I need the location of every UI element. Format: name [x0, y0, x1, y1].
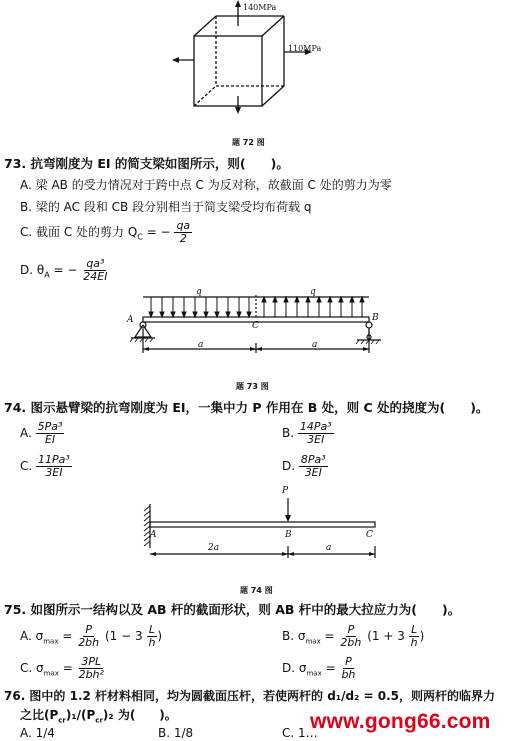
- q74-option-c: C. $\frac{\text{11Pa³}}{3EI}$: [20, 453, 70, 479]
- q75-b-fraction: $\frac{P}{2bh}$: [340, 623, 362, 649]
- q75-option-d: D. $\sigma_{max}$ = $\frac{P}{bh}$: [282, 655, 356, 681]
- q75-option-a: A. $\sigma_{max}$ = $\frac{P}{2bh}$ (1 − 3 $\frac{L}{h}$ ): [20, 623, 163, 649]
- fig72-cube: [170, 0, 330, 115]
- q75-a-fraction: $\frac{P}{2bh}$: [78, 623, 100, 649]
- q74-c-fraction: $\frac{\text{11Pa³}}{3EI}$: [38, 453, 70, 479]
- q73-d-fraction: $\frac{\text{qa³}}{24EI}$: [83, 257, 108, 283]
- site-watermark: www.gong66.com: [310, 710, 491, 733]
- q74-stem: 74. 图示悬臂梁的抗弯刚度为 EI，一集中力 P 作用在 B 处，则 C 处的挠度为( )。: [4, 400, 489, 415]
- fig73-label-b: B: [372, 313, 379, 323]
- fig74-label-a: A: [150, 530, 157, 540]
- q75-option-b: B. $\sigma_{max}$ = $\frac{P}{2bh}$ (1 + 3 $\frac{L}{h}$ ): [282, 623, 425, 649]
- fig73-dim-a-left: a: [198, 340, 204, 350]
- fig74-label-b: B: [285, 530, 292, 540]
- fig73-label-c: C: [252, 321, 259, 331]
- q73-stem: 73. 抗弯刚度为 EI 的简支梁如图所示，则( )。: [4, 156, 289, 171]
- fig72-label-top: 140MPa: [243, 3, 277, 12]
- q74-option-a: A. $\frac{\text{5Pa³}}{EI}$: [20, 420, 63, 446]
- q73-option-a: A. 梁 AB 的受力情况对于跨中点 C 为反对称，故截面 C 处的剪力为零: [20, 178, 392, 192]
- fig72-label-right: 110MPa: [288, 44, 322, 53]
- fig74-label-p: P: [282, 486, 289, 496]
- q75-a-inner-fraction: $\frac{L}{h}$: [148, 623, 156, 649]
- fig73-dim-a-right: a: [312, 340, 318, 350]
- q74-d-fraction: $\frac{\text{8Pa³}}{3EI}$: [300, 453, 326, 479]
- fig74-label-c: C: [366, 530, 373, 540]
- q76-option-b: B. 1/8: [158, 726, 194, 740]
- fig73-q-right: q: [310, 287, 316, 297]
- fig74-dim-2a: 2a: [208, 543, 220, 553]
- q75-d-fraction: $\frac{P}{bh}$: [341, 655, 356, 681]
- fig74-caption: 题 74 图: [240, 586, 273, 595]
- q76-line1: 76. 图中的 1.2 杆材料相同，均为圆截面压杆，若使两杆的 d₁/d₂ = 0.5，则两杆的临界力: [4, 689, 495, 703]
- q74-a-fraction: $\frac{\text{5Pa³}}{EI}$: [37, 420, 63, 446]
- q76-option-c: C. 1…: [282, 726, 318, 740]
- q73-c-fraction: $\frac{qa}{2}$: [176, 219, 191, 245]
- q75-b-inner-fraction: $\frac{L}{h}$: [410, 623, 418, 649]
- fig73-label-a: A: [127, 315, 134, 325]
- q75-stem: 75. 如图所示一结构以及 AB 杆的截面形状，则 AB 杆中的最大拉应力为( )。: [4, 602, 461, 617]
- q73-option-b: B. 梁的 AC 段和 CB 段分别相当于简支梁受均布荷载 q: [20, 200, 312, 214]
- q76-line2: 之比$(P_{cr})_1/(P_{cr})_2$ 为( )。: [20, 708, 177, 725]
- q76-option-a: A. 1/4: [20, 726, 55, 740]
- q74-b-fraction: $\frac{\text{14Pa³}}{3EI}$: [299, 420, 332, 446]
- q73-option-d: D. $\theta_A$ = − $\frac{\text{qa³}}{24EI}$: [20, 257, 108, 283]
- fig74-dim-a: a: [326, 543, 332, 553]
- fig73-caption: 题 73 图: [236, 382, 269, 391]
- fig73-q-left: q: [196, 287, 202, 297]
- fig72-caption: 题 72 图: [232, 138, 265, 147]
- q75-c-fraction: $\frac{3PL}{\text{2bh²}}$: [78, 655, 104, 681]
- q75-option-c: C. $\sigma_{max}$ = $\frac{3PL}{\text{2bh²}}$: [20, 655, 104, 681]
- q74-option-b: B. $\frac{\text{14Pa³}}{3EI}$: [282, 420, 332, 446]
- q74-option-d: D. $\frac{\text{8Pa³}}{3EI}$: [282, 453, 326, 479]
- q73-option-c: C. 截面 C 处的剪力 $Q_C$ = − $\frac{qa}{2}$: [20, 219, 191, 245]
- fig74-cantilever-diagram: [140, 486, 385, 566]
